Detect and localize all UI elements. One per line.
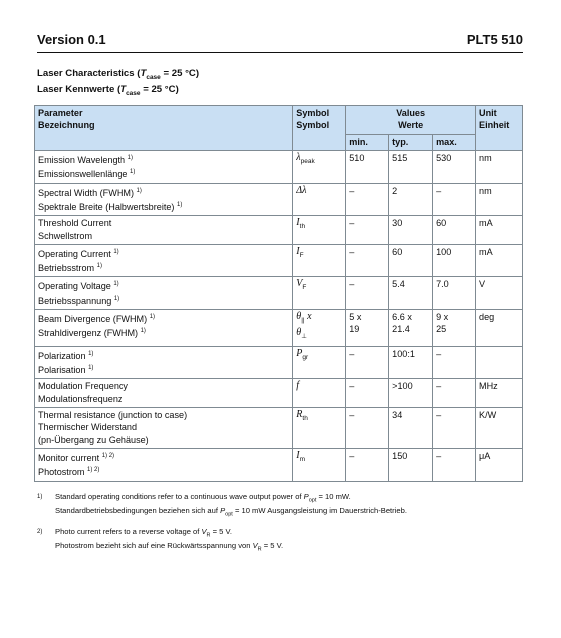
value-text: 2 [392, 185, 398, 196]
header-max: max. [433, 134, 476, 150]
footnote-ref: 1) [130, 169, 136, 176]
document-version: Version 0.1 [37, 32, 106, 47]
table-row [35, 310, 523, 347]
value-min [346, 310, 389, 347]
header-min: min. [346, 134, 389, 150]
symbol-subscript: th [299, 223, 306, 231]
parameter-cell [35, 379, 293, 408]
parameter-name-en: Spectral Width (FWHM) [38, 187, 134, 198]
value-typ [389, 379, 433, 408]
symbol-subscript: R [257, 546, 262, 553]
value-text: – [349, 185, 355, 196]
header-unit: Unit Einheit [476, 106, 523, 151]
parameter-name-de: Schwellstrom [38, 230, 93, 241]
value-max [433, 150, 476, 183]
value-text: – [349, 279, 355, 290]
parameter-name-en: Monitor current [38, 452, 100, 463]
parameter-name-de: Betriebsstrom [38, 263, 95, 274]
unit-cell: nm [476, 150, 523, 183]
symbol-subscript: th [302, 414, 308, 422]
unit-cell: nm [476, 183, 523, 216]
value-max [433, 448, 476, 481]
footnote-ref: 1) 2) [101, 452, 115, 459]
parameter-name-de: Strahldivergenz (FWHM) [38, 328, 139, 339]
symbol-cell [293, 183, 346, 216]
footnote-line-en: Standard operating conditions refer to a continuous wave output power of $P_{opt} = 10$ mW. [55, 492, 351, 504]
symbol-subscript: m [299, 455, 306, 463]
laser-characteristics-table [34, 105, 523, 482]
table-row [35, 407, 523, 448]
parameter-name-en: Threshold Current [38, 218, 112, 229]
parameter-name-en: Polarization [38, 350, 86, 361]
value-text: 5 x [349, 312, 362, 323]
symbol-cell [293, 277, 346, 310]
value-text: 510 [349, 152, 365, 163]
symbol: R [296, 408, 303, 420]
footnote-mark: 2) [37, 529, 43, 536]
unit-cell: mA [476, 244, 523, 277]
section-title-de: Laser Kennwerte ($T_{case} = 25$ °C) [37, 83, 179, 97]
value-typ [389, 277, 433, 310]
parameter-cell [35, 407, 293, 448]
value-text: 34 [392, 409, 403, 420]
footnote-ref: 1) [140, 328, 146, 335]
footnote-mark: 1) [37, 494, 43, 500]
product-name: PLT5 510 [466, 32, 523, 47]
footnote-ref: 1) [136, 187, 142, 194]
value-text: 100 [436, 246, 452, 257]
value-typ [389, 310, 433, 347]
footnote-ref: 1) [113, 295, 120, 302]
symbol-cell [293, 379, 346, 408]
symbol: λ [296, 151, 301, 163]
value-max [433, 346, 476, 379]
parameter-cell [35, 183, 293, 216]
value-min [346, 244, 389, 277]
value-typ [389, 244, 433, 277]
parameter-name-de: Emissionswellenlänge [38, 169, 128, 180]
symbol-cell [293, 448, 346, 481]
value-max [433, 379, 476, 408]
footnote-ref: 1) [177, 201, 183, 208]
footnote-ref: 1) [88, 365, 94, 372]
parameter-cell [35, 216, 293, 245]
symbol-subscript: gr [302, 353, 309, 361]
parameter-name-en: Thermal resistance (junction to case) [38, 409, 188, 420]
value-text: – [349, 450, 355, 461]
value-text: – [349, 246, 355, 257]
value-text: >100 [392, 381, 413, 392]
value-text: 6.6 x [392, 312, 412, 323]
header-rule [37, 52, 523, 53]
table-row [35, 150, 523, 183]
symbol: I [296, 245, 300, 257]
table-row [35, 216, 523, 245]
table-row [35, 346, 523, 379]
symbol-cell [293, 407, 346, 448]
section-title [37, 68, 199, 100]
symbol: I [296, 449, 300, 461]
footnote-line-de: Standardbetriebsbedingungen beziehen sich auf $P_{opt} = 10$ mW Ausgangsleistung im Dauerstrich-Betrieb. [55, 505, 407, 518]
value-typ [389, 448, 433, 481]
value-typ [389, 216, 433, 245]
footnote-line-en: Photo current refers to a reverse voltage of $V_R = 5$ V. [55, 527, 232, 539]
header-typ: typ. [389, 134, 433, 150]
footnote-ref: 1) [113, 281, 119, 288]
table-row [35, 244, 523, 277]
parameter-name-de-cont: (pn-Übergang zu Gehäuse) [38, 434, 149, 445]
table-row [35, 448, 523, 481]
value-text: 7.0 [436, 279, 449, 290]
parameter-name-de: Betriebsspannung [38, 295, 112, 306]
symbol-subscript: ⊥ [301, 333, 307, 341]
symbol-subscript: F [299, 251, 304, 259]
parameter-name-en: Beam Divergence (FWHM) [38, 314, 148, 325]
value-min [346, 448, 389, 481]
value-min [346, 150, 389, 183]
value-text: – [436, 348, 442, 359]
symbol-subscript: F [302, 284, 307, 292]
symbol-cell: $\theta_{||}$ x $\theta_\perp$ [293, 310, 346, 347]
parameter-name-de: Thermischer Widerstand [38, 422, 138, 433]
table-row [35, 277, 523, 310]
value-typ [389, 183, 433, 216]
value-max [433, 216, 476, 245]
parameter-name-de: Photostrom [38, 467, 85, 478]
value-text: – [349, 409, 355, 420]
parameter-cell [35, 448, 293, 481]
symbol-cell [293, 244, 346, 277]
header-parameter: Parameter Bezeichnung [35, 106, 293, 151]
footnote-ref: 1) [127, 154, 133, 161]
page-header [37, 32, 523, 54]
symbol-subscript: opt [225, 511, 233, 518]
value-typ [389, 407, 433, 448]
symbol: V [296, 278, 303, 290]
footnote-ref: 1) [113, 248, 119, 255]
unit-cell: mA [476, 216, 523, 245]
parameter-name-de: Polarisation [38, 365, 86, 376]
value-min [346, 277, 389, 310]
footnote-ref: 1) 2) [87, 467, 100, 474]
value-text: – [436, 381, 442, 392]
value-min [346, 407, 389, 448]
value-min [346, 183, 389, 216]
unit-cell: V [476, 277, 523, 310]
unit-cell [476, 346, 523, 379]
parameter-name-de: Spektrale Breite (Halbwertsbreite) [38, 201, 175, 212]
unit-cell: K/W [476, 407, 523, 448]
symbol-subscript: peak [300, 157, 315, 165]
value-text: 30 [392, 218, 403, 229]
unit-cell: μA [476, 448, 523, 481]
symbol-cell [293, 150, 346, 183]
parameter-name-en: Modulation Frequency [38, 381, 128, 392]
footnote-ref: 1) [149, 314, 156, 321]
value-max [433, 407, 476, 448]
unit-cell: MHz [476, 379, 523, 408]
header-symbol: Symbol Symbol [293, 106, 346, 151]
value-text: 60 [436, 218, 447, 229]
symbol-cell [293, 346, 346, 379]
footnote-line-de: Photostrom bezieht sich auf eine Rückwärtsspannung von $V_R = 5$ V. [55, 540, 284, 553]
value-text: 150 [392, 450, 408, 461]
symbol: f [296, 380, 300, 392]
parameter-cell [35, 150, 293, 183]
value-max [433, 183, 476, 216]
symbol-subscript: opt [308, 497, 317, 504]
table-row [35, 379, 523, 408]
value-text: 515 [392, 152, 408, 163]
footnote-ref: 1) [96, 263, 102, 270]
value-min [346, 216, 389, 245]
section-title-en: Laser Characteristics ($T_{case} = 25$ °C) [37, 68, 200, 81]
value-text: – [436, 450, 442, 461]
parameter-name-en: Operating Voltage [38, 281, 111, 292]
header-values: Values Werte [346, 106, 476, 135]
symbol: P [220, 505, 226, 515]
value-text: 5.4 [392, 279, 405, 290]
value-min [346, 379, 389, 408]
table-row [35, 183, 523, 216]
symbol: θ [296, 327, 302, 339]
parameter-name-en: Operating Current [38, 248, 111, 259]
parameter-cell [35, 277, 293, 310]
value-max [433, 244, 476, 277]
symbol-cell [293, 216, 346, 245]
value-max [433, 310, 476, 347]
value-text: – [436, 185, 442, 196]
symbol: I [296, 217, 300, 229]
value-typ [389, 346, 433, 379]
symbol: V [201, 527, 207, 537]
footnote [37, 492, 523, 519]
value-text: – [349, 348, 355, 359]
unit-cell: deg [476, 310, 523, 347]
value-text: – [436, 409, 442, 420]
value-text: 9 x [436, 312, 449, 323]
footnotes [37, 492, 523, 562]
parameter-name-de: Modulationsfrequenz [38, 393, 123, 404]
parameter-name-en: Emission Wavelength [38, 154, 126, 165]
value-text: 60 [392, 246, 403, 257]
symbol: Δλ [296, 184, 307, 196]
footnote [37, 527, 523, 554]
value-min [346, 346, 389, 379]
symbol-subscript: R [206, 532, 211, 539]
symbol: θ [296, 311, 302, 323]
value-text: – [349, 218, 355, 229]
symbol: P [303, 492, 309, 501]
value-text: 530 [436, 152, 452, 163]
value-text: 19 [349, 324, 360, 335]
value-text: 25 [436, 324, 447, 335]
value-text: – [349, 381, 355, 392]
value-text: 21.4 [392, 324, 410, 335]
symbol: P [296, 347, 303, 359]
symbol-subscript: || [301, 317, 305, 325]
parameter-cell [35, 346, 293, 379]
value-typ [389, 150, 433, 183]
value-text: 100:1 [392, 348, 415, 359]
footnote-ref: 1) [88, 350, 94, 357]
parameter-cell [35, 310, 293, 347]
value-max [433, 277, 476, 310]
parameter-cell [35, 244, 293, 277]
symbol: V [252, 540, 258, 550]
